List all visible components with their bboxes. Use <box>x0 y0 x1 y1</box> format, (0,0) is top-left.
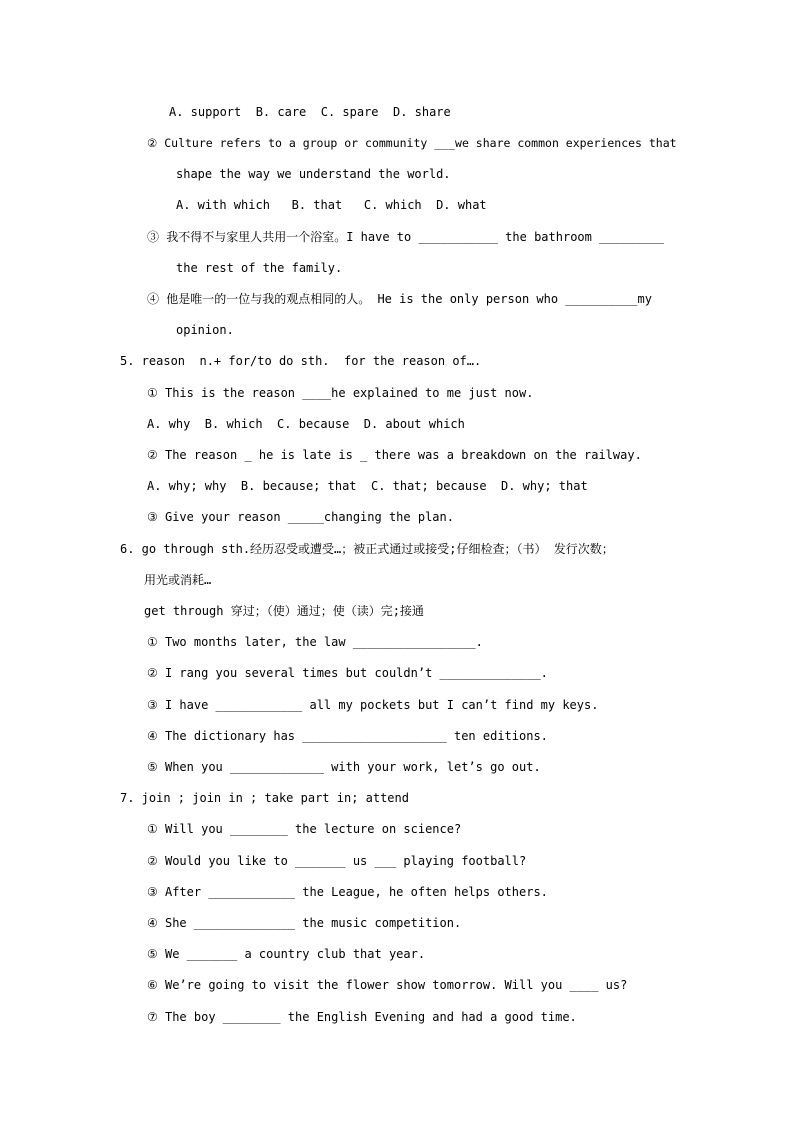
q4-2-stem-line2: shape the way we understand the world. <box>176 167 451 181</box>
q5-2-stem: ② The reason _ he is late is _ there was a breakdown on the railway. <box>147 448 642 462</box>
q5-3-stem: ③ Give your reason _____changing the plan. <box>147 510 454 524</box>
q4-4-line2: opinion. <box>176 323 234 337</box>
section-6-subheading: get through 穿过；（使）通过；使（读）完;接通 <box>144 604 424 618</box>
section-6-heading-line1: 6. go through sth.经历忍受或遭受…；被正式通过或接受;仔细检查；（书） 发行次数； <box>120 542 614 556</box>
q4-4-line1: ④ 他是唯一的一位与我的观点相同的人。 He is the only person who __________my <box>147 292 652 306</box>
q6-3: ③ I have ____________ all my pockets but I can’t find my keys. <box>147 698 599 712</box>
q5-2-options: A. why; why B. because; that C. that; because D. why; that <box>147 479 588 493</box>
q7-1: ① Will you ________ the lecture on science? <box>147 822 462 836</box>
q4-1-options: A. support B. care C. spare D. share <box>169 105 451 119</box>
q5-1-stem: ① This is the reason ____he explained to me just now. <box>147 386 534 400</box>
q4-3-line1: ③ 我不得不与家里人共用一个浴室。I have to ___________ the bathroom _________ <box>147 230 665 244</box>
section-6-heading-line2: 用光或消耗… <box>144 573 212 587</box>
q6-1: ① Two months later, the law _________________. <box>147 635 483 649</box>
q6-2: ② I rang you several times but couldn’t ______________. <box>147 666 548 680</box>
q7-7: ⑦ The boy ________ the English Evening and had a good time. <box>147 1010 577 1024</box>
q7-2: ② Would you like to _______ us ___ playing football? <box>147 854 527 868</box>
q4-2-options: A. with which B. that C. which D. what <box>176 198 487 212</box>
q7-6: ⑥ We’re going to visit the flower show tomorrow. Will you ____ us? <box>147 978 628 992</box>
q7-3: ③ After ____________ the League, he often helps others. <box>147 885 548 899</box>
q6-5: ⑤ When you _____________ with your work, let’s go out. <box>147 760 541 774</box>
q7-5: ⑤ We _______ a country club that year. <box>147 947 426 961</box>
q5-1-options: A. why B. which C. because D. about which <box>147 417 465 431</box>
q4-3-line2: the rest of the family. <box>176 261 343 275</box>
q6-4: ④ The dictionary has ____________________ ten editions. <box>147 729 548 743</box>
q7-4: ④ She ______________ the music competition. <box>147 916 462 930</box>
section-7-heading: 7. join ; join in ; take part in; attend <box>120 791 409 805</box>
section-5-heading: 5. reason n.+ for/to do sth. for the reason of…. <box>120 354 482 368</box>
q4-2-stem-line1: ② Culture refers to a group or community ___we share common experiences that <box>147 136 677 150</box>
